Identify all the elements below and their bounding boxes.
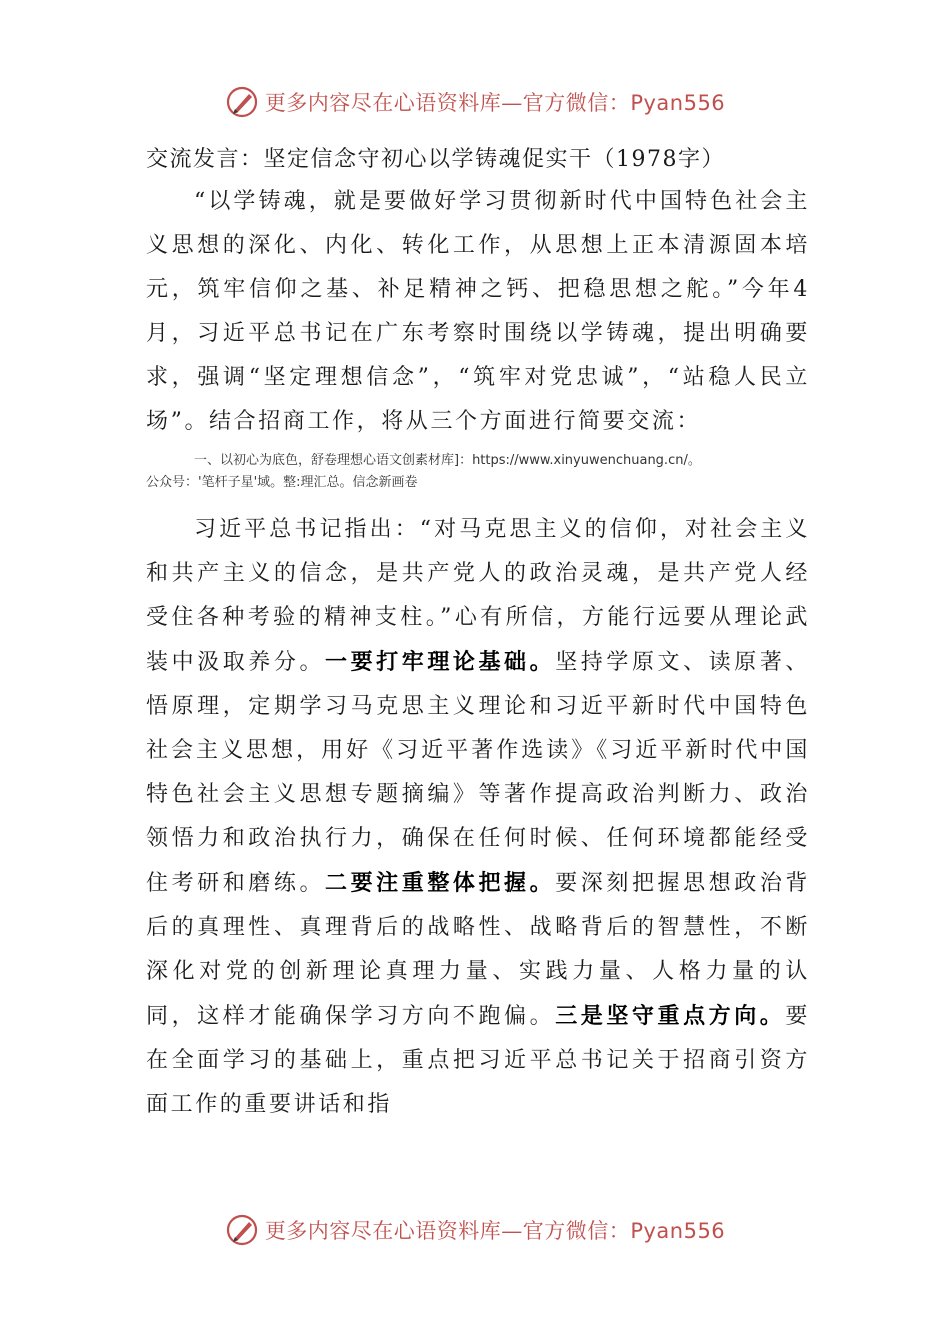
body-paragraph: 习近平总书记指出：“对马克思主义的信仰，对社会主义和共产主义的信念，是共产党人的政治灵魂，是共产党人经受住各种考验的精神支柱。”心有所信，方能行远要从理论武装中汲取养分。一要打牢理论基础。坚持学原文、读原著、悟原理，定期学习马克思主义理论和习近平新时代中国特色社会主义思想，用好《习近平著作选读》《习近平新时代中国特色社会主义思想专题摘编》等著作提高政治判断力、政治领悟力和政治执行力，确保在任何时候、任何环境都能经受住考研和磨练。二要注重整体把握。要深刻把握思想政治背后的真理性、真理背后的战略性、战略背后的智慧性，不断深化对党的创新理论真理力量、实践力量、人格力量的认同，这样才能确保学习方向不跑偏。三是坚守重点方向。要在全面学习的基础上，重点把习近平总书记关于招商引资方面工作的重要讲话和指 xyxy=(146,517,810,1117)
intro-paragraph: “以学铸魂，就是要做好学习贯彻新时代中国特色社会主义思想的深化、内化、转化工作，从思想上正本清源固本培元，筑牢信仰之基、补足精神之钙、把稳思想之舵。”今年4月，习近平总书记在广东考察时围绕以学铸魂，提出明确要求，强调“坚定理想信念”，“筑牢对党忠诚”，“站稳人民立场”。结合招商工作，将从三个方面进行简要交流： xyxy=(146,189,810,434)
section-heading-line1: 一、以初心为底色，舒卷理想心语文创素材库]：https://www.xinyuwenchuang.cn/。 xyxy=(194,453,701,468)
banner-text: 更多内容尽在心语资料库—官方微信：Pyan556 xyxy=(264,1219,726,1243)
document-body xyxy=(146,140,810,1127)
bold-point-3: 三是坚守重点方向。 xyxy=(555,1003,786,1029)
section-heading-line2: 公众号：'笔杆子星'域。整:理汇总。信念新画卷 xyxy=(146,475,418,490)
header-banner xyxy=(0,82,950,122)
wechat-id: Pyan556 xyxy=(630,91,726,115)
bold-point-1: 一要打牢理论基础。 xyxy=(325,649,556,675)
pen-circle-logo-icon xyxy=(225,1213,259,1247)
document-title: 交流发言：坚定信念守初心以学铸魂促实干（1978字） xyxy=(146,147,725,172)
footer-banner xyxy=(0,1210,950,1250)
bold-point-2: 二要注重整体把握。 xyxy=(325,870,556,896)
wechat-id: Pyan556 xyxy=(630,1219,726,1243)
banner-text: 更多内容尽在心语资料库—官方微信：Pyan556 xyxy=(264,91,726,115)
pen-circle-logo-icon xyxy=(225,85,259,119)
section-heading xyxy=(146,450,810,494)
